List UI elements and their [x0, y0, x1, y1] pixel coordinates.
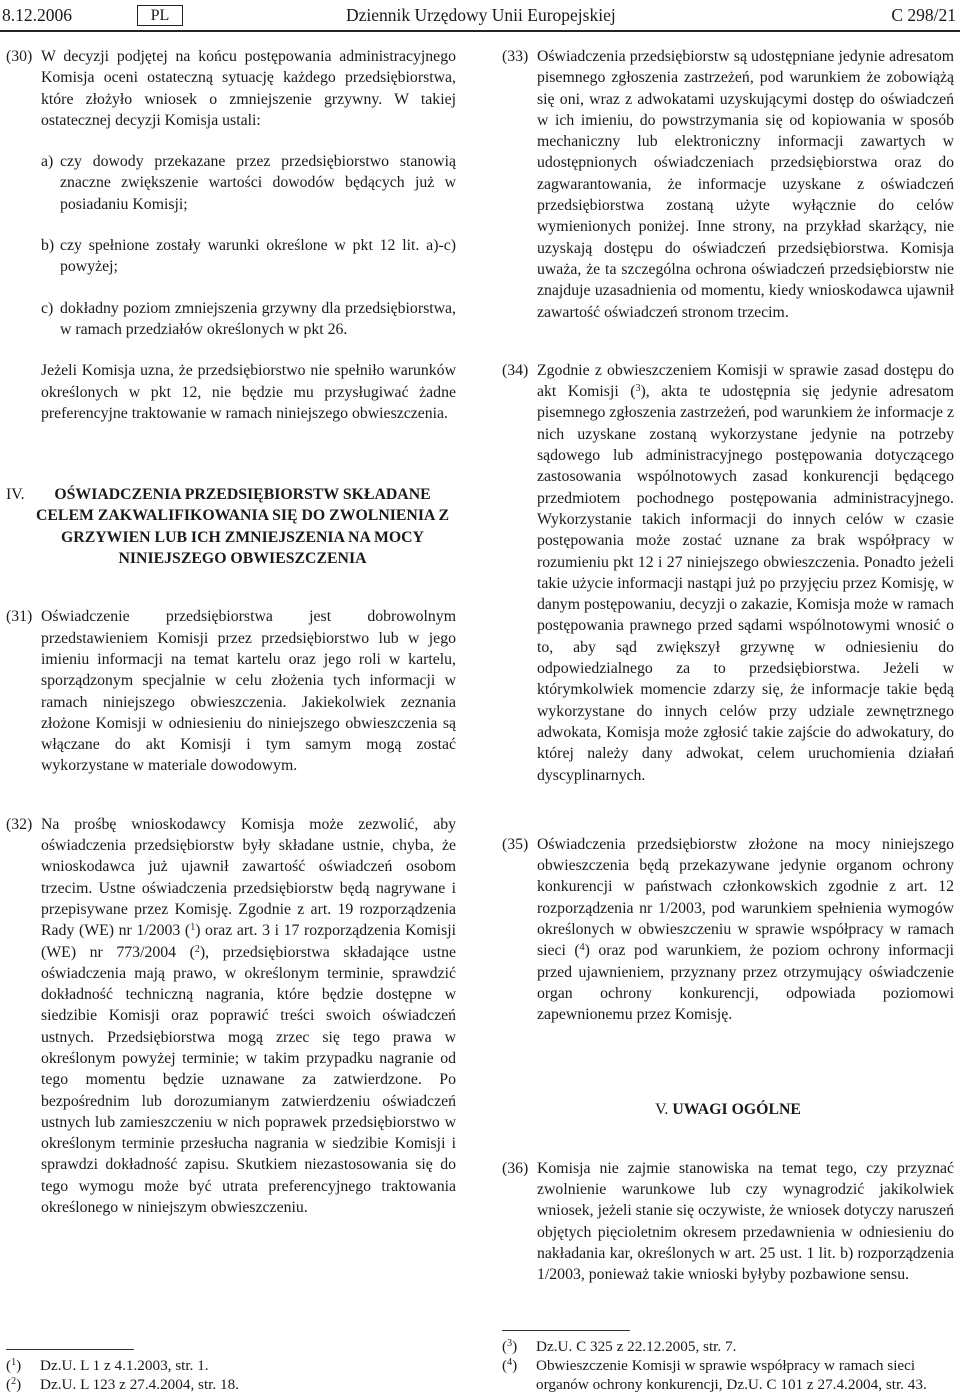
section-number: V.: [655, 1101, 669, 1119]
list-letter: c): [41, 299, 54, 317]
paragraph-number: (30): [6, 48, 33, 65]
footnote-ref: 2: [194, 943, 200, 955]
page-header: [0, 0, 960, 30]
paragraph-text: [537, 834, 954, 1026]
text-segment: Zgodnie z obwieszczeniem Komisji w sprawie zasad dostępu do akt Komisji (: [537, 361, 954, 401]
right-column: [502, 46, 954, 1286]
paragraph-text: W decyzji podjętej na końcu postępowania administracyjnego Komisja oceni ostateczną sytuację każdego przedsiębiorstwa, które złożyło wniosek o zmniejszenie grzywny. W takiej ostatecznej decyzji Komisja ustali:: [41, 48, 456, 129]
section-number: IV.: [6, 486, 25, 504]
footnote: ($^3$) Dz.U. C 325 z 22.12.2005, str. 7.: [502, 1338, 737, 1355]
footnote: ($^1$) Dz.U. L 1 z 4.1.2003, str. 1.: [6, 1357, 209, 1374]
text-segment: ), akta te udostępnia się jedynie adresatom pisemnego zgłoszenia zastrzeżeń, pod warunkiem że informacje z nich uzyskane zostaną wykorzystane jedynie na potrzeby sądowego lub administracyjnego postępowania dotyczącego zastosowania wspólnotowych zasad konkurencji będącego przedmiotem pochodnego postępowania administracyjnego. Wykorzystanie takich informacji do innych celów w czasie postępowania może zostać uznane za brak współpracy w rozumieniu pkt 12 i 27 niniejszego obwieszczenia. Ponadto jeżeli takie użycie informacji nastąpi już po przyjęciu przez Komisję, w danym postępowaniu, decyzji o zakazie, Komisja może w ramach postępowania prawnego przed sądami wspólnotowymi wnosić o to, aby sąd zwiększył grzywnę w odniesieniu do odpowiedzialnego za to przedsiębiorstwa. Jeżeli w którymkolwiek momencie zdarzy się, że informacje takie będą wykorzystane do innych celów przy udziale zewnętrznego adwokata, Komisja może zgłosić takie zajście do adwokatury, do której należy dany adwokat, celem uruchomienia działań dyscyplinarnych.: [537, 383, 955, 784]
footnote: ($^2$) Dz.U. L 123 z 27.4.2004, str. 18.: [6, 1376, 239, 1393]
text-segment: ) oraz pod warunkiem, że poziom ochrony informacji przed ujawnieniem, przyznany przez otrzymujący oświadczenie organ ochrony konkurencji, odpowiada poziomowi zapewnionemu przez Komisję.: [537, 942, 954, 1024]
paragraph-number: (32): [6, 815, 33, 833]
section-heading-v: [502, 1099, 954, 1120]
footnote: ($^4$) Obwieszczenie Komisji w sprawie współpracy w ramach sieci organów ochrony konkurencji, Dz.U. C 101 z 27.4.2004, str. 43.: [502, 1357, 927, 1393]
left-footnotes: [6, 1356, 456, 1394]
footnote-mark: 1: [11, 1357, 17, 1368]
header-rule: [0, 30, 960, 32]
list-text: czy spełnione zostały warunki określone w pkt 12 lit. a)-c) powyżej;: [60, 237, 456, 276]
text-segment: ), przedsiębiorstwa składające ustne oświadczenia mają prawo, w określonym terminie, sprawdzić dokładność techniczną nagrania, które będzie dostępne w siedzibie Komisji oraz poprawić treści swoich oświadczeń ustnych. Przedsiębiorstwa mogą zrzec się tego prawa w określonym powyżej terminie; w takim przypadku nagranie od tego momentu będzie uznawane za zatwierdzone. Po bezpośrednim lub dorozumianym zatwierdzeniu oświadczeń ustnych lub zamieszczeniu w nich poprawek przedsiębiorstwo w określonym terminie przesłucha nagrania w siedzibie Komisji i sprawdzi dokładność zapisu. Skutkiem niezastosowania się do tego wymogu może być utrata preferencyjnego traktowania określonego w niniejszym obwieszczeniu.: [41, 943, 456, 1217]
paragraph-35: [502, 834, 954, 1026]
footnote-rule: [502, 1330, 630, 1331]
paragraph-number: (33): [502, 48, 529, 65]
page-reference: C 298/21: [891, 5, 956, 25]
footnote-ref: 1: [190, 922, 196, 934]
text-segment: Na prośbę wnioskodawcy Komisja może zezwolić, aby oświadczenia przedsiębiorstw były składane ustnie, chyba, że wnioskodawca już ujawnił zawartość oświadczeń osobom trzecim. Ustne oświadczenia przedsiębiorstw będą nagrywane i przepisywane przez Komisję. Zgodnie z art. 19 rozporządzenia Rady (WE) nr 1/2003 (: [41, 815, 456, 940]
footnote-mark: 2: [11, 1376, 17, 1387]
paragraph-30: [6, 46, 456, 131]
paragraph-36: [502, 1158, 954, 1286]
section-title: UWAGI OGÓLNE: [672, 1101, 801, 1119]
section-title: OŚWIADCZENIA PRZEDSIĘBIORSTW SKŁADANE CELEM ZAKWALIFIKOWANIA SIĘ DO ZWOLNIENIA Z GRZYWIEN LUB ICH ZMNIEJSZENIA NA MOCY NINIEJSZEGO OBWIESZCZENIA: [35, 486, 449, 568]
paragraph-number: (35): [502, 835, 529, 853]
list-item: [41, 235, 456, 278]
footnote-mark: 4: [507, 1357, 513, 1368]
paragraph-number: (36): [502, 1159, 529, 1177]
paragraph-text: Oświadczenie przedsiębiorstwa jest dobrowolnym przedstawieniem Komisji przez przedsiębiorstwo lub w jego imieniu informacji na temat kartelu oraz jego roli w kartelu, sporządzonym specjalnie w celu złożenia tych informacji w ramach niniejszego obwieszczenia. Jakiekolwiek zeznania złożone Komisji w odniesieniu do niniejszego obwieszczenia są włączane do akt Komisji i tym samym mogą zostać wykorzystane w materiale dowodowym.: [41, 608, 456, 775]
list-letter: b): [41, 237, 55, 255]
paragraph-34: [502, 360, 954, 786]
footnote-text: Dz.U. L 1 z 4.1.2003, str. 1.: [40, 1357, 209, 1374]
paragraph-text: Komisja nie zajmie stanowiska na temat tego, czy przyznać zwolnienie warunkowe lub czy wynagrodzić jakikolwiek wniosek, jeżeli stanie się oczywiste, że wniosek dotyczy naruszeń objętych pięcioletnim okresem przedawnienia w odniesieniu do nakładania kar, określonych w art. 25 ust. 1 lit. b) rozporządzenia 1/2003, ponieważ takie wnioski byłyby pozbawione sensu.: [537, 1159, 954, 1284]
footnote-text: Obwieszczenie Komisji w sprawie współpracy w ramach sieci organów ochrony konkurencji, Dz.U. C 101 z 27.4.2004, str. 43.: [536, 1357, 927, 1393]
list-letter: a): [41, 153, 54, 171]
paragraph-text: Jeżeli Komisja uzna, że przedsiębiorstwo nie spełniło warunków określonych w pkt 12, nie będzie mu przysługiwać żadne preferencyjne traktowanie w ramach niniejszego obwieszczenia.: [41, 362, 456, 422]
paragraph-33: [502, 46, 954, 323]
section-heading-iv: [6, 484, 456, 569]
list-item: [41, 298, 456, 341]
paragraph-32: [6, 814, 456, 1219]
footnote-text: Dz.U. C 325 z 22.12.2005, str. 7.: [536, 1338, 737, 1355]
paragraph-text: Oświadczenia przedsiębiorstw są udostępniane jedynie adresatom pisemnego zgłoszenia zastrzeżeń, pod warunkiem że zobowiążą się oni, wraz z adwokatami uzyskującymi dostęp do oświadczeń w ich imieniu, do powstrzymania się od kopiowania w sposób mechaniczny lub elektroniczny informacji zawartych w udostępnionych oświadczeniach przedsiębiorstwa oraz do zagwarantowania, że informacje uzyskane z oświadczeń przedsiębiorstwa zostaną użyte wyłącznie do celów wymienionych poniżej. Inne strony, na przykład skarżący, nie uzyskają dostępu do oświadczeń przedsiębiorstwa. Komisja uważa, że ta szczególna ochrona oświadczeń przedsiębiorstw nie znajduje uzasadnienia od momentu, kiedy wnioskodawca ujawnił zawartość oświadczeń stronom trzecim.: [537, 48, 954, 321]
paragraph-text: [537, 360, 954, 786]
paragraph-31: [6, 606, 456, 776]
publication-date: 8.12.2006: [2, 5, 72, 25]
language-badge: PL: [137, 5, 183, 26]
footnote-ref: 3: [635, 383, 641, 395]
right-footnotes: [502, 1337, 954, 1394]
journal-title: Dziennik Urzędowy Unii Europejskiej: [346, 5, 616, 25]
list-item: [41, 151, 456, 215]
criteria-list: [41, 151, 456, 340]
footnote-rule: [6, 1349, 134, 1350]
footnote-text: Dz.U. L 123 z 27.4.2004, str. 18.: [40, 1376, 239, 1393]
footnote-ref: 4: [579, 942, 585, 954]
paragraph-number: (31): [6, 608, 33, 626]
paragraph-number: (34): [502, 361, 529, 379]
list-text: dokładny poziom zmniejszenia grzywny dla przedsiębiorstwa, w ramach przedziałów określonych w pkt 26.: [60, 299, 456, 338]
paragraph-text: [41, 814, 456, 1219]
text-segment: ) oraz art. 3 i 17 rozporządzenia Komisji (WE) nr 773/2004 (: [41, 922, 456, 961]
left-column: [6, 46, 456, 1218]
list-text: czy dowody przekazane przez przedsiębiorstwo stanowią znaczne zwiększenie wartości dowodów będących już w posiadaniu Komisji;: [60, 153, 456, 213]
footnote-mark: 3: [507, 1338, 513, 1349]
text-segment: Oświadczenia przedsiębiorstw złożone na mocy niniejszego obwieszczenia będą przekazywane jedynie organom ochrony konkurencji w państwach członkowskich zgodnie z art. 12 rozporządzenia nr 1/2003, pod warunkiem spełnienia wymogów określonych w obwieszczeniu w sprawie współpracy w ramach sieci (: [537, 835, 954, 960]
paragraph-30-closing: [6, 360, 456, 424]
